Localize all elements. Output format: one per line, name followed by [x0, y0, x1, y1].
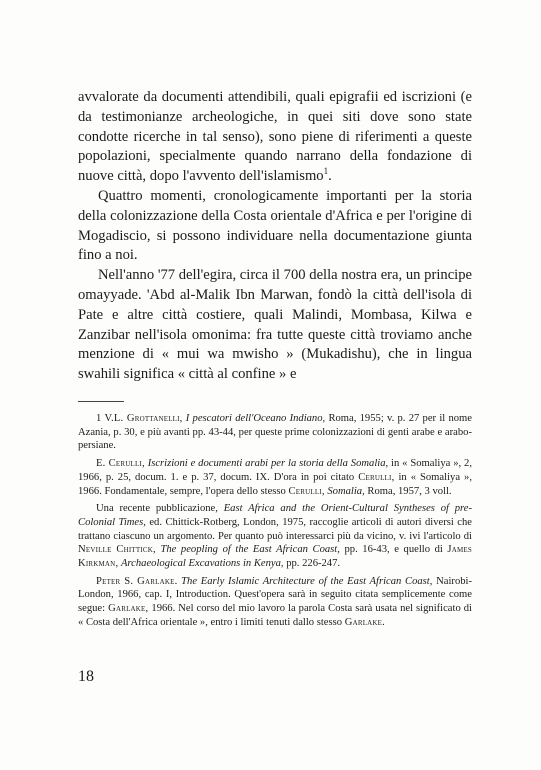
paragraph-2: Quattro momenti, cronologicamente importanti per la storia della colonizzazione della Costa orientale d'Africa e per l'origine di Mogadiscio, si possono individuare nella documentazione giunta fino a noi.: [78, 187, 472, 264]
footnote-1-title: I pescatori dell'Oceano Indiano,: [185, 413, 326, 424]
footnote-1-cont-c: [78, 575, 472, 630]
footnote-1a-mid2: in « Somaliya », 1966. Fondamentale, sempre, l'opera dello stesso: [78, 471, 472, 497]
footnote-1b-title: East Africa and the Orient-Cultural Syntheses of pre-Colonial Times,: [78, 503, 472, 528]
footnote-1b-title3: Archaeological Excavations in Kenya,: [120, 558, 284, 570]
footnote-1a-mid: in « Somaliya », 2, 1966, p. 25, docum. 1. e p. 37, docum. IX. D'ora in poi citato: [78, 458, 472, 483]
footnote-1b-author: Neville Chittick,: [78, 544, 156, 556]
footnote-1b-mid: ed. Chittick-Rotberg, London, 1975, raccoglie articoli di autori diversi che trattano ciascuno un argomento. Per quanto può interessarci più da vicino, v. ivi l'articolo di: [78, 516, 472, 542]
main-text: [78, 88, 472, 385]
footnote-1c-author: Peter S. Garlake.: [96, 575, 178, 587]
footnote-1-number: 1: [96, 413, 102, 424]
paragraph-1-text: avvalorate da documenti attendibili, quali epigrafii ed iscrizioni (e da testimonianze archeologiche, in quei siti dove sono state condotte ricerche in tal senso), sono piene di riferimenti a queste popolazioni, specialmente quando narrano della fondazione di nuove città, dopo l'avvento dell'islamismo: [78, 89, 472, 185]
footnote-1-cont-a: [78, 457, 472, 498]
footnote-1c-title: The Early Islamic Architecture of the East African Coast,: [181, 575, 433, 587]
footnote-1-rest: Roma, 1955; v. p. 27 per il nome Azania, p. 30, e più avanti pp. 43-44, per queste prime colonizzazioni di genti arabe e arabo-persiane.: [78, 413, 472, 452]
footnote-1a-author2: Cerulli,: [358, 471, 395, 483]
footnote-ref-1: 1: [323, 166, 329, 177]
footnote-separator: [78, 401, 124, 402]
paragraph-1-end: .: [328, 168, 332, 185]
footnote-1b-author2: James Kirkman,: [78, 544, 472, 570]
footnote-1c-mid: Nairobi-London, 1966, cap. I, Introduction. Quest'opera sarà in seguito citata semplicemente come segue:: [78, 575, 473, 615]
footnote-1c-mid2: 1966. Nel corso del mio lavoro la parola Costa sarà usata nel significato di « Costa dell'Africa orientale », entro i limiti tenuti dallo stesso: [78, 603, 472, 628]
footnote-1b-intro: Una recente pubblicazione,: [96, 503, 218, 515]
footnote-1c-author2: Garlake,: [108, 603, 149, 615]
page-number: 18: [78, 668, 94, 685]
footnote-1b-title2: The peopling of the East African Coast,: [160, 544, 340, 556]
footnote-1a-rest: Roma, 1957, 3 voll.: [367, 485, 452, 497]
footnote-1b-rest: pp. 226-247.: [286, 558, 341, 570]
footnote-1: [78, 412, 472, 453]
footnote-1a-title: Iscrizioni e documenti arabi per la storia della Somalia,: [147, 458, 389, 470]
footnote-1-cont-b: [78, 502, 472, 571]
footnote-1a-author: E. Cerulli,: [96, 458, 145, 470]
footnote-1-author: V.L. Grottanelli,: [104, 413, 183, 424]
footnotes: [78, 412, 472, 634]
footnote-1a-title2: Somalia,: [327, 485, 365, 497]
footnote-1b-mid2: pp. 16-43, e quello di: [344, 544, 443, 556]
paragraph-1: [78, 88, 472, 187]
footnote-1c-author3: Garlake.: [344, 616, 386, 628]
paragraph-3: Nell'anno '77 dell'egira, circa il 700 della nostra era, un principe omayyade. 'Abd al-Malik Ibn Marwan, fondò la città dell'isola di Pate e altre città costiere, quali Malindi, Mombasa, Kilwa e Zanzibar nell'isola omonima: fra tutte queste città troviamo anche menzione di « mui wa mwisho » (Mukadishu), che in lingua swahili significa « città al confine » e: [78, 267, 472, 383]
footnote-1a-author3: Cerulli,: [288, 485, 325, 497]
